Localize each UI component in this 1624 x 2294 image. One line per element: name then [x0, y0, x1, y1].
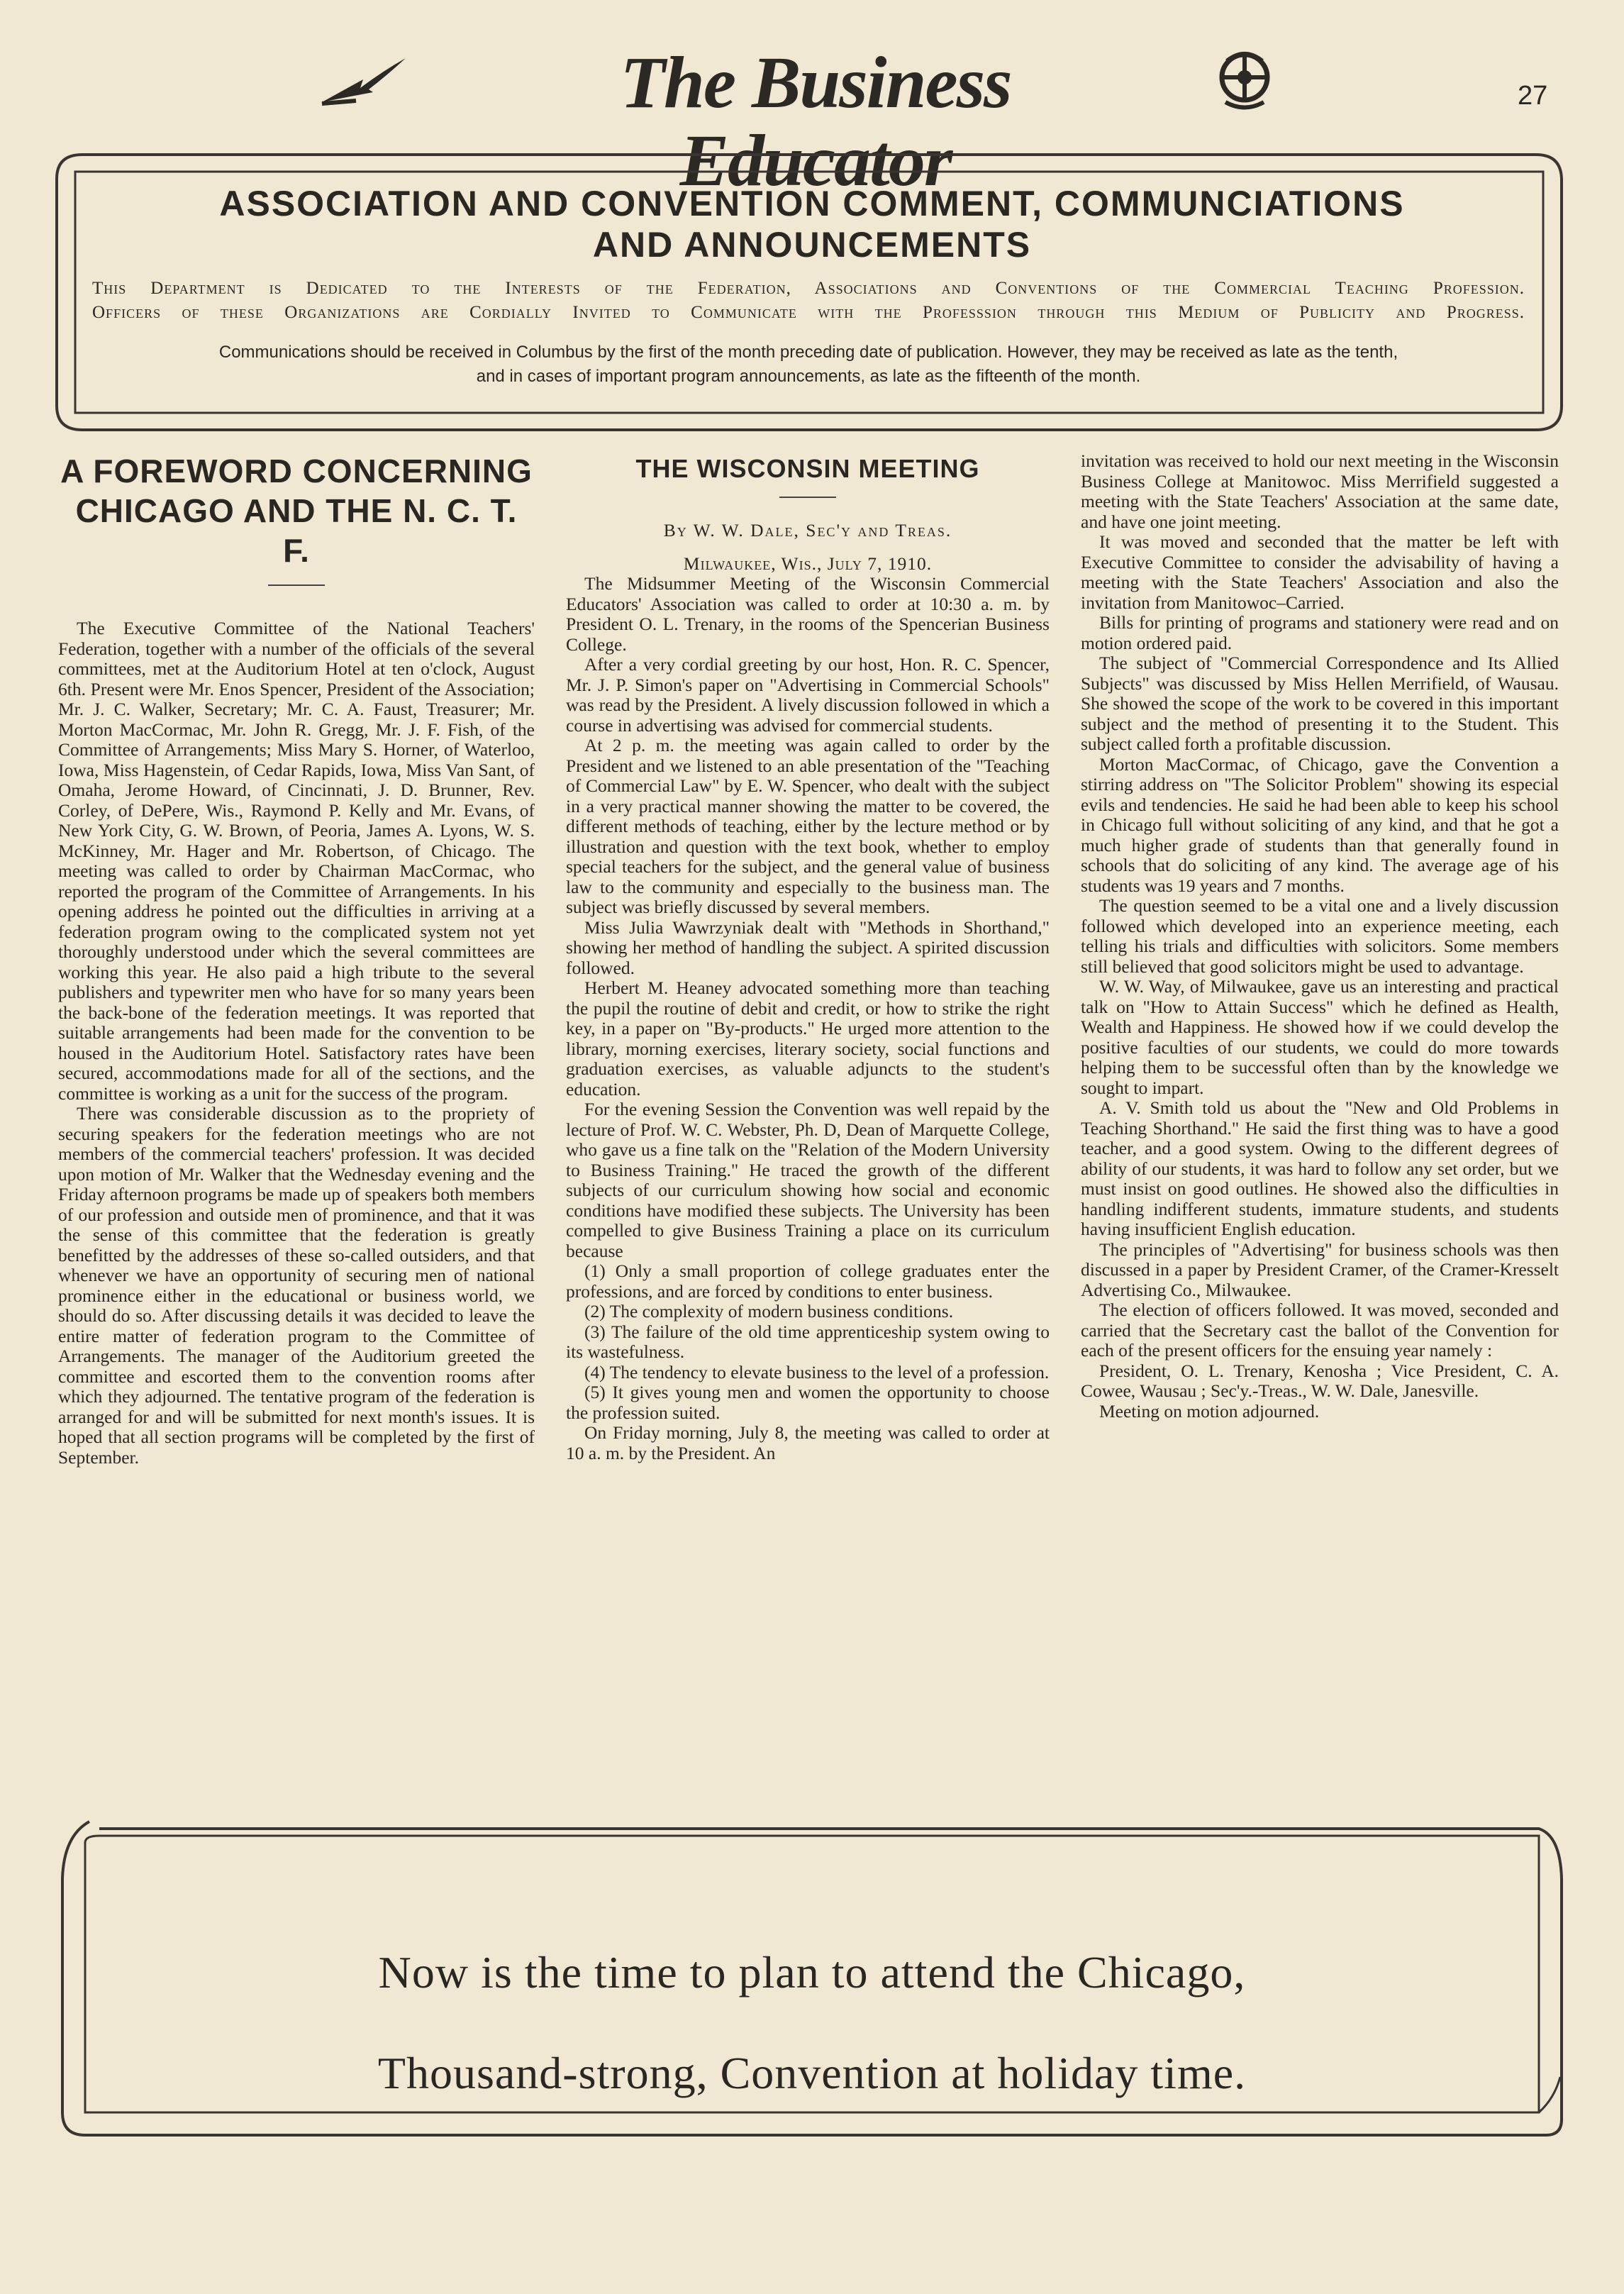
announcement-title-line2: AND ANNOUNCEMENTS [592, 225, 1032, 265]
paragraph: It was moved and seconded that the matter be left with Executive Committee to consider the advisability of having a meeting with the State Teachers' Association and also the invitation from Manitowoc–Carried. [1081, 531, 1559, 613]
title-rule [779, 497, 836, 498]
paragraph: There was considerable discussion as to the propriety of securing speakers for the federation meetings who are not members of the commercial teachers' profession. It was decided upon motion of Mr. Walker that the Wednesday evening and the Friday afternoon programs be made up of speakers both members of our profession and outside men of prominence, and that it was the sense of this committee that the federation is greatly benefitted by the addresses of these so-called outsiders, and that whenever we have an opportunity of securing men of national prominence either in the educational or business world, we should do so. After discussing details it was decided to leave the entire matter of federation program to the Committee of Arrangements. The manager of the Auditorium greeted the committee and escorted them to the convention rooms after which they adjourned. The tentative program of the federation is arranged for and will be submitted for next month's issues. It is hoped that all section programs will be completed by the first of September. [58, 1103, 535, 1468]
winged-emblem-icon [1213, 45, 1277, 113]
paragraph: Herbert M. Heaney advocated something more than teaching the pupil the routine of debit and credit, or how to strike the right key, in a paper on "By-products." He urged more attention to the library, morning exercises, literary society, social functions and graduation exercises, as valuable adjuncts to the student's education. [566, 977, 1050, 1099]
paragraph: The election of officers followed. It was moved, seconded and carried that the Secretary cast the ballot of the Convention for each of the present officers for the ensuing year namely : [1081, 1300, 1559, 1361]
paragraph: Meeting on motion adjourned. [1099, 1400, 1320, 1422]
list-item: (3) The failure of the old time apprenticeship system owing to its wastefulness. [566, 1321, 1050, 1362]
masthead [0, 42, 1624, 201]
article-wisconsin-title: THE WISCONSIN MEETING [635, 454, 980, 483]
chicago-convention-notice [113, 1922, 1511, 2124]
paragraph: Bills for printing of programs and stationery were read and on motion ordered paid. [1081, 612, 1559, 653]
paragraph: A. V. Smith told us about the "New and Old Problems in Teaching Shorthand." He said the first thing was to have a good teacher, and a good system. Owing to the different degrees of ability of our students, it was hard to follow any set order, but we must insist on good outlines. He showed also the difficulties in handling indifferent students, immature students, and students having insufficient English education. [1081, 1097, 1559, 1239]
paragraph: President, O. L. Trenary, Kenosha ; Vice President, C. A. Cowee, Wausau ; Sec'y.-Treas., W. W. Dale, Janesville. [1081, 1360, 1559, 1401]
notice-line2: Thousand-strong, Convention at holiday time. [377, 2048, 1247, 2098]
announcement-title-line1: ASSOCIATION AND CONVENTION COMMENT, COMMUNCIATIONS [219, 184, 1405, 223]
communications-line2: and in cases of important program announcements, as late as the fifteenth of the month. [476, 367, 1141, 386]
paragraph: The principles of "Advertising" for business schools was then discussed in a paper by President Cramer, of the Cramer-Kresselt Advertising Co., Milwaukee. [1081, 1239, 1559, 1300]
page-number: 27 [1518, 81, 1548, 111]
byline: By W. W. Dale, Sec'y and Treas. [663, 520, 952, 541]
quill-arrow-icon [319, 51, 408, 108]
announcement-title [99, 183, 1525, 265]
article-foreword-title: A FOREWORD CONCERNING CHICAGO AND THE N. C. T. F. [60, 453, 533, 569]
list-item: (5) It gives young men and women the opportunity to choose the profession suited. [566, 1382, 1050, 1423]
department-dedication [92, 277, 1525, 325]
paragraph: Miss Julia Wawrzyniak dealt with "Methods in Shorthand," showing her method of handling the subject. A spirited discussion followed. [566, 916, 1050, 978]
list-item: (2) The complexity of modern business conditions. [584, 1301, 954, 1321]
dateline: Milwaukee, Wis., July 7, 1910. [683, 553, 933, 574]
paragraph: The subject of "Commercial Correspondence and Its Allied Subjects" was discussed by Miss Hellen Merrifield, of Wausau. She showed the scope of the work to be covered in this important subject and the method of presenting it to the Student. This subject called forth a profitable discussion. [1081, 653, 1559, 754]
paragraph: The Midsummer Meeting of the Wisconsin Commercial Educators' Association was called to order at 10:30 a. m. by President O. L. Trenary, in the rooms of the Spencerian Business College. [566, 573, 1050, 655]
department-line1: This Department is Dedicated to the Interests of the Federation, Associations and Conventions of the Commercial Teaching Profession. [92, 279, 1525, 298]
paragraph: At 2 p. m. the meeting was again called to order by the President and we listened to an able presentation of the "Teaching of Commercial Law" by E. W. Spencer, who dealt with the subject in a very practical manner showing the matter to be covered, the different methods of teaching, either by the lecture method or by illustration and question with the text book, whether to employ special teachers for the subject, and the general value of business law to the community and especially to the business man. The subject was briefly discussed by several members. [566, 735, 1050, 917]
paragraph: The Executive Committee of the National Teachers' Federation, together with a number of the officials of the several committees, met at the Auditorium Hotel at ten o'clock, August 6th. Present were Mr. Enos Spencer, President of the Association; Mr. J. C. Walker, Secretary; Mr. C. A. Faust, Treasurer; Mr. Morton MacCormac, Mr. John R. Gregg, Mr. J. F. Fish, of the Committee of Arrangements; Miss Mary S. Horner, of Waterloo, Iowa, Miss Hagenstein, of Cedar Rapids, Iowa, Miss Van Sant, of Omaha, Jerome Howard, of Cincinnati, J. D. Brunner, Rev. Corley, of DePere, Wis., Raymond P. Kelly and Mr. Evans, of New York City, G. W. Brown, of Peoria, James A. Lyons, W. S. McKinney, Mr. Hager and Mr. Robertson, of Chicago. The meeting was called to order by Chairman MacCormac, who reported the program of the Committee of Arrangements. In his opening address he pointed out the difficulties in arriving at a federation program owing to the complicated system not yet thoroughly understood under which the several committees are working this year. He also paid a high tribute to the several publishers and typewriter men who have for so many years been the back-bone of the federation meetings. It was reported that suitable arrangements had been made for the convention to be housed in the Auditorium Hotel. Satisfactory rates have been secured, accommodations made for all of the sections, and the committee is working as a unit for the success of the program. [58, 618, 535, 1104]
paragraph: After a very cordial greeting by our host, Hon. R. C. Spencer, Mr. J. P. Simon's paper on "Advertising in Commercial Schools" was read by the President. A lively discussion followed in which a course in advertising was advised for commercial students. [566, 654, 1050, 736]
communications-notice [92, 340, 1525, 389]
notice-line1: Now is the time to plan to attend the Chicago, [378, 1947, 1246, 1997]
paragraph: For the evening Session the Convention was well repaid by the lecture of Prof. W. C. Webster, Ph. D, Dean of Marquette College, who gave us a fine talk on the "Relation of the Modern University to Business Training." He traced the growth of the different subjects of our curriculum showing how social and economic conditions have modified these subjects. The University has been compelled to give Business Training a place on its curriculum because [566, 1099, 1050, 1261]
communications-line1: Communications should be received in Columbus by the first of the month preceding date of publication. However, they may be received as late as the tenth, [218, 343, 1398, 362]
paragraph: The question seemed to be a vital one and a lively discussion followed which developed into an experience meeting, each telling his trials and difficulties with solicitors. Some members still believed that good solicitors might be used to advantage. [1081, 895, 1559, 977]
title-rule [268, 584, 325, 586]
list-item: (1) Only a small proportion of college graduates enter the professions, and are forced by conditions to enter business. [566, 1260, 1050, 1302]
paragraph: invitation was received to hold our next meeting in the Wisconsin Business College at Manitowoc. Miss Merrifield suggested a meeting with the State Teachers' Association at the same date, and have one joint meeting. [1081, 450, 1559, 532]
list-item: (4) The tendency to elevate business to the level of a profession. [584, 1361, 1050, 1383]
article-foreword [58, 451, 535, 1468]
article-wisconsin [566, 451, 1050, 1463]
paragraph: Morton MacCormac, of Chicago, gave the Convention a stirring address on "The Solicitor Problem" showing its especial evils and tendencies. He said he had been able to keep his school in Chicago full without soliciting of any kind, and that he got a much higher grade of students than that generally found in schools that do soliciting of any kind. The average age of his students was 19 years and 7 months. [1081, 753, 1559, 896]
masthead-title: The Business Educator [620, 42, 1011, 201]
paragraph: W. W. Way, of Milwaukee, gave us an interesting and practical talk on "How to Attain Success" which he defined as Health, Wealth and Happiness. He showed how if we could develop the positive faculties of our students, we could do more towards helping them to be successful often than by the knowledge we sought to impart. [1081, 976, 1559, 1098]
department-line2: Officers of these Organizations are Cordially Invited to Communicate with the Professsion through this Medium of Publicity and Progress. [92, 303, 1525, 322]
paragraph: On Friday morning, July 8, the meeting was called to order at 10 a. m. by the President. An [566, 1422, 1050, 1463]
article-wisconsin-continued [1081, 451, 1559, 1422]
